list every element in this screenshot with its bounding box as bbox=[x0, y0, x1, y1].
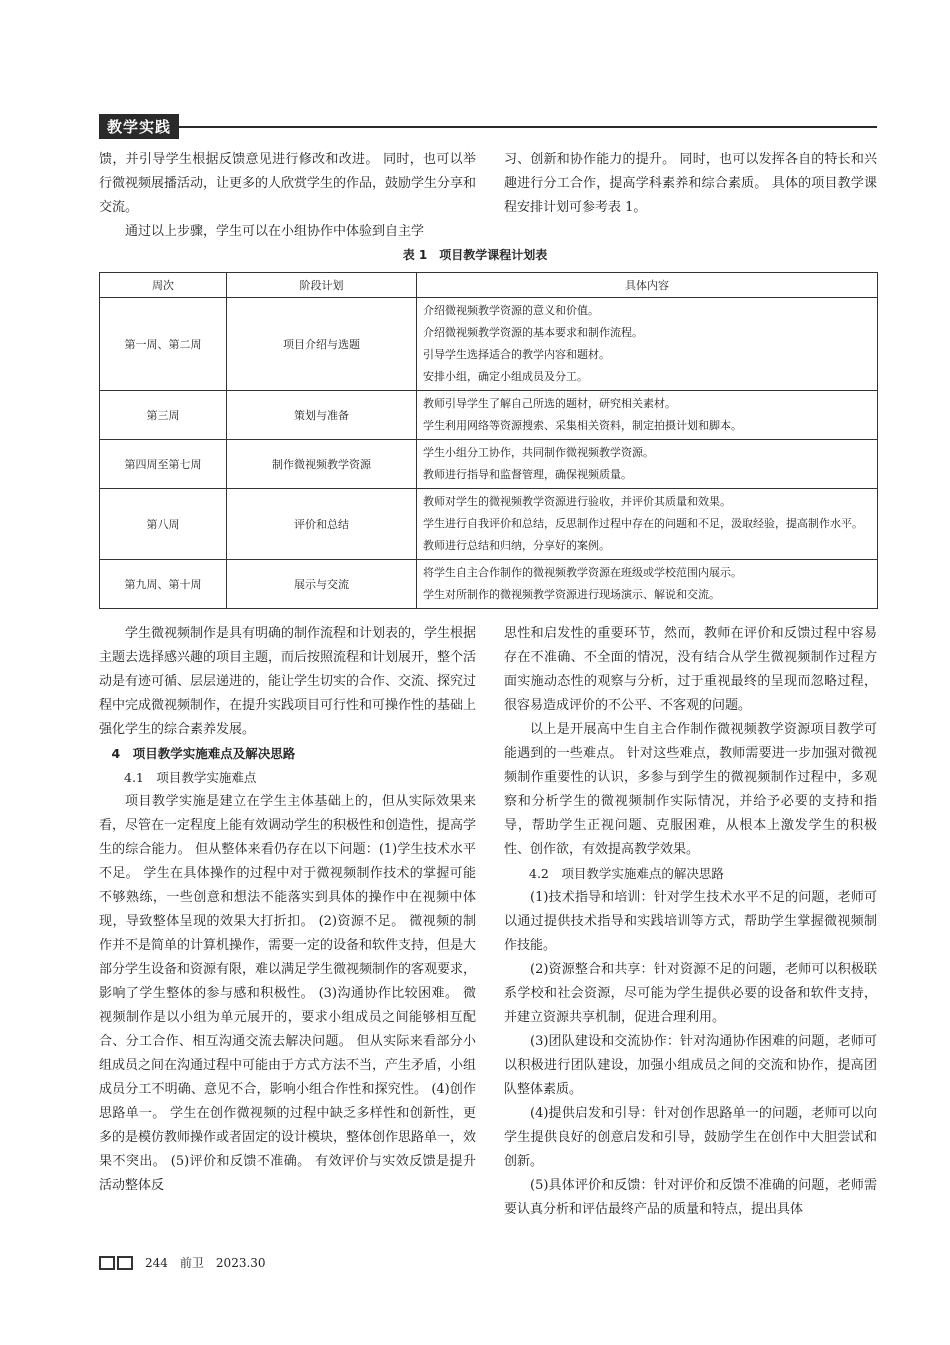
week-cell: 第三周 bbox=[100, 391, 227, 440]
content-line: 引导学生选择适合的教学内容和题材。 bbox=[423, 348, 610, 361]
week-cell: 第八周 bbox=[100, 489, 227, 560]
content-line: 教师进行指导和监督管理，确保视频质量。 bbox=[423, 468, 632, 481]
stage-cell: 制作微视频教学资源 bbox=[227, 440, 417, 489]
paragraph: (3)团队建设和交流协作：针对沟通协作困难的问题，老师可以积极进行团队建设，加强小组成员之间的交流和协作，提高团队整体素质。 bbox=[504, 1034, 877, 1097]
week-cell: 第九周、第十周 bbox=[100, 560, 227, 609]
content-line: 将学生自主合作制作的微视频教学资源在班级或学校范围内展示。 bbox=[423, 566, 742, 579]
content-line: 教师引导学生了解自己所选的题材，研究相关素材。 bbox=[423, 397, 676, 410]
paragraph: (5)具体评价和反馈：针对评价和反馈不准确的问题，老师需要认真分析和评估最终产品的质量和特点，提出具体 bbox=[504, 1178, 877, 1217]
paragraph: (1)技术指导和培训：针对学生技术水平不足的问题，老师可以通过提供技术指导和实践培训等方式，帮助学生掌握微视频制作技能。 bbox=[504, 890, 877, 953]
stage-cell: 项目介绍与选题 bbox=[227, 298, 417, 391]
table-row bbox=[100, 391, 878, 440]
section-label: 教学实践 bbox=[99, 114, 179, 139]
content-line: 学生小组分工协作，共同制作微视频教学资源。 bbox=[423, 446, 654, 459]
top-left-column bbox=[99, 148, 476, 244]
paragraph: 以上是开展高中生自主合作制作微视频教学资源项目教学可能遇到的一些难点。 针对这些难点，教师需要进一步加强对微视频制作重要性的认识，多参与到学生的微视频制作过程中，多观察和分析学生的微视频制作实际情况，并给予必要的支持和指导，帮助学生正视问题、克服困难，从根本上激发学生的积极性、创作欲，有效提高教学效果。 bbox=[504, 722, 877, 857]
paragraph: (2)资源整合和共享：针对资源不足的问题，老师可以积极联系学校和社会资源，尽可能为学生提供必要的设备和软件支持，并建立资源共享机制，促进合理利用。 bbox=[504, 962, 877, 1025]
bottom-left-column bbox=[99, 622, 476, 1198]
course-plan-table bbox=[99, 272, 878, 609]
paragraph: (4)提供启发和引导：针对创作思路单一的问题，老师可以向学生提供良好的创意启发和引导，鼓励学生在创作中大胆尝试和创新。 bbox=[504, 1106, 877, 1169]
page-footer bbox=[99, 1254, 266, 1271]
stage-cell: 展示与交流 bbox=[227, 560, 417, 609]
content-line: 安排小组，确定小组成员及分工。 bbox=[423, 370, 588, 383]
content-line: 介绍微视频教学资源的基本要求和制作流程。 bbox=[423, 326, 643, 339]
stage-cell: 策划与准备 bbox=[227, 391, 417, 440]
top-right-column bbox=[504, 148, 877, 220]
table-row bbox=[100, 489, 878, 560]
issue-number: 2023.30 bbox=[215, 1255, 266, 1270]
table-row bbox=[100, 440, 878, 489]
paragraph: 思性和启发性的重要环节，然而，教师在评价和反馈过程中容易存在不准确、不全面的情况，没有结合从学生微视频制作过程方面实施动态性的观察与分析，过于重视最终的呈现而忽略过程，很容易造成评价的不公平、不客观的问题。 bbox=[504, 626, 877, 713]
content-cell bbox=[417, 391, 878, 440]
journal-logo-icon bbox=[99, 1256, 133, 1270]
stage-cell: 评价和总结 bbox=[227, 489, 417, 560]
journal-name: 前卫 bbox=[179, 1256, 204, 1270]
paragraph: 通过以上步骤，学生可以在小组协作中体验到自主学 bbox=[125, 224, 425, 239]
week-cell: 第四周至第七周 bbox=[100, 440, 227, 489]
section-header bbox=[99, 114, 877, 139]
content-line: 介绍微视频教学资源的意义和价值。 bbox=[423, 304, 599, 317]
paragraph: 馈，并引导学生根据反馈意见进行修改和改进。 同时，也可以举行微视频展播活动，让更多的人欣赏学生的作品，鼓励学生分享和交流。 bbox=[99, 152, 477, 215]
page-number: 244 bbox=[145, 1255, 168, 1270]
table-header-row bbox=[100, 273, 878, 298]
subsection-heading: 4.1 项目教学实施难点 bbox=[124, 770, 257, 785]
week-cell: 第一周、第二周 bbox=[100, 298, 227, 391]
content-line: 教师进行总结和归纳，分享好的案例。 bbox=[423, 539, 610, 552]
content-line: 学生利用网络等资源搜索、采集相关资料，制定拍摄计划和脚本。 bbox=[423, 419, 742, 432]
content-cell bbox=[417, 560, 878, 609]
paragraph: 学生微视频制作是具有明确的制作流程和计划表的，学生根据主题去选择感兴趣的项目主题，而后按照流程和计划展开，整个活动是有迹可循、层层递进的，能让学生切实的合作、交流、探究过程中完成微视频制作，在提升实践项目可行性和可操作性的基础上强化学生的综合素养发展。 bbox=[99, 626, 477, 737]
content-cell bbox=[417, 298, 878, 391]
table-row bbox=[100, 560, 878, 609]
content-line: 教师对学生的微视频教学资源进行验收，并评价其质量和效果。 bbox=[423, 495, 731, 508]
header-content: 具体内容 bbox=[417, 273, 878, 298]
section-heading: 4 项目教学实施难点及解决思路 bbox=[111, 746, 296, 761]
content-cell bbox=[417, 440, 878, 489]
header-stage: 阶段计划 bbox=[227, 273, 417, 298]
content-line: 学生进行自我评价和总结，反思制作过程中存在的问题和不足，汲取经验，提高制作水平。 bbox=[423, 517, 863, 530]
paragraph: 习、创新和协作能力的提升。 同时，也可以发挥各自的特长和兴趣进行分工合作，提高学科素养和综合素质。 具体的项目教学课程安排计划可参考表 1。 bbox=[504, 152, 877, 215]
table-title: 表 1 项目教学课程计划表 bbox=[402, 248, 548, 262]
subsection-heading: 4.2 项目教学实施难点的解决思路 bbox=[529, 866, 724, 881]
header-rule bbox=[179, 126, 877, 128]
paragraph: 项目教学实施是建立在学生主体基础上的，但从实际效果来看，尽管在一定程度上能有效调动学生的积极性和创造性，提高学生的综合能力。 但从整体来看仍存在以下问题：(1)学生技术水平不足。 学生在具体操作的过程中对于微视频制作技术的掌握可能不够熟练，一些创意和想法不能落实到具体的操作中在视频中体现，导致整体呈现的效果大打折扣。 (2)资源不足。 微视频的制作并不是简单的计算机操作，需要一定的设备和软件支持，但是大部分学生设备和资源有限，难以满足学生微视频制作的客观要求，影响了学生整体的参与感和积极性。 (3)沟通协作比较困难。 微视频制作是以小组为单元展开的，要求小组成员之间能够相互配合、分工合作、相互沟通交流去解决问题。 但从实际来看部分小组成员之间在沟通过程中可能由于方式方法不当，产生矛盾，小组成员分工不明确、意见不合，影响小组合作性和探究性。 (4)创作思路单一。 学生在创作微视频的过程中缺乏多样性和创新性，更多的是模仿教师操作或者固定的设计模块，整体创作思路单一，效果不突出。 (5)评价和反馈不准确。 有效评价与实效反馈是提升活动整体反 bbox=[99, 794, 477, 1193]
bottom-right-column bbox=[504, 622, 877, 1222]
header-week: 周次 bbox=[100, 273, 227, 298]
content-cell bbox=[417, 489, 878, 560]
content-line: 学生对所制作的微视频教学资源进行现场演示、解说和交流。 bbox=[423, 588, 720, 601]
table-row bbox=[100, 298, 878, 391]
